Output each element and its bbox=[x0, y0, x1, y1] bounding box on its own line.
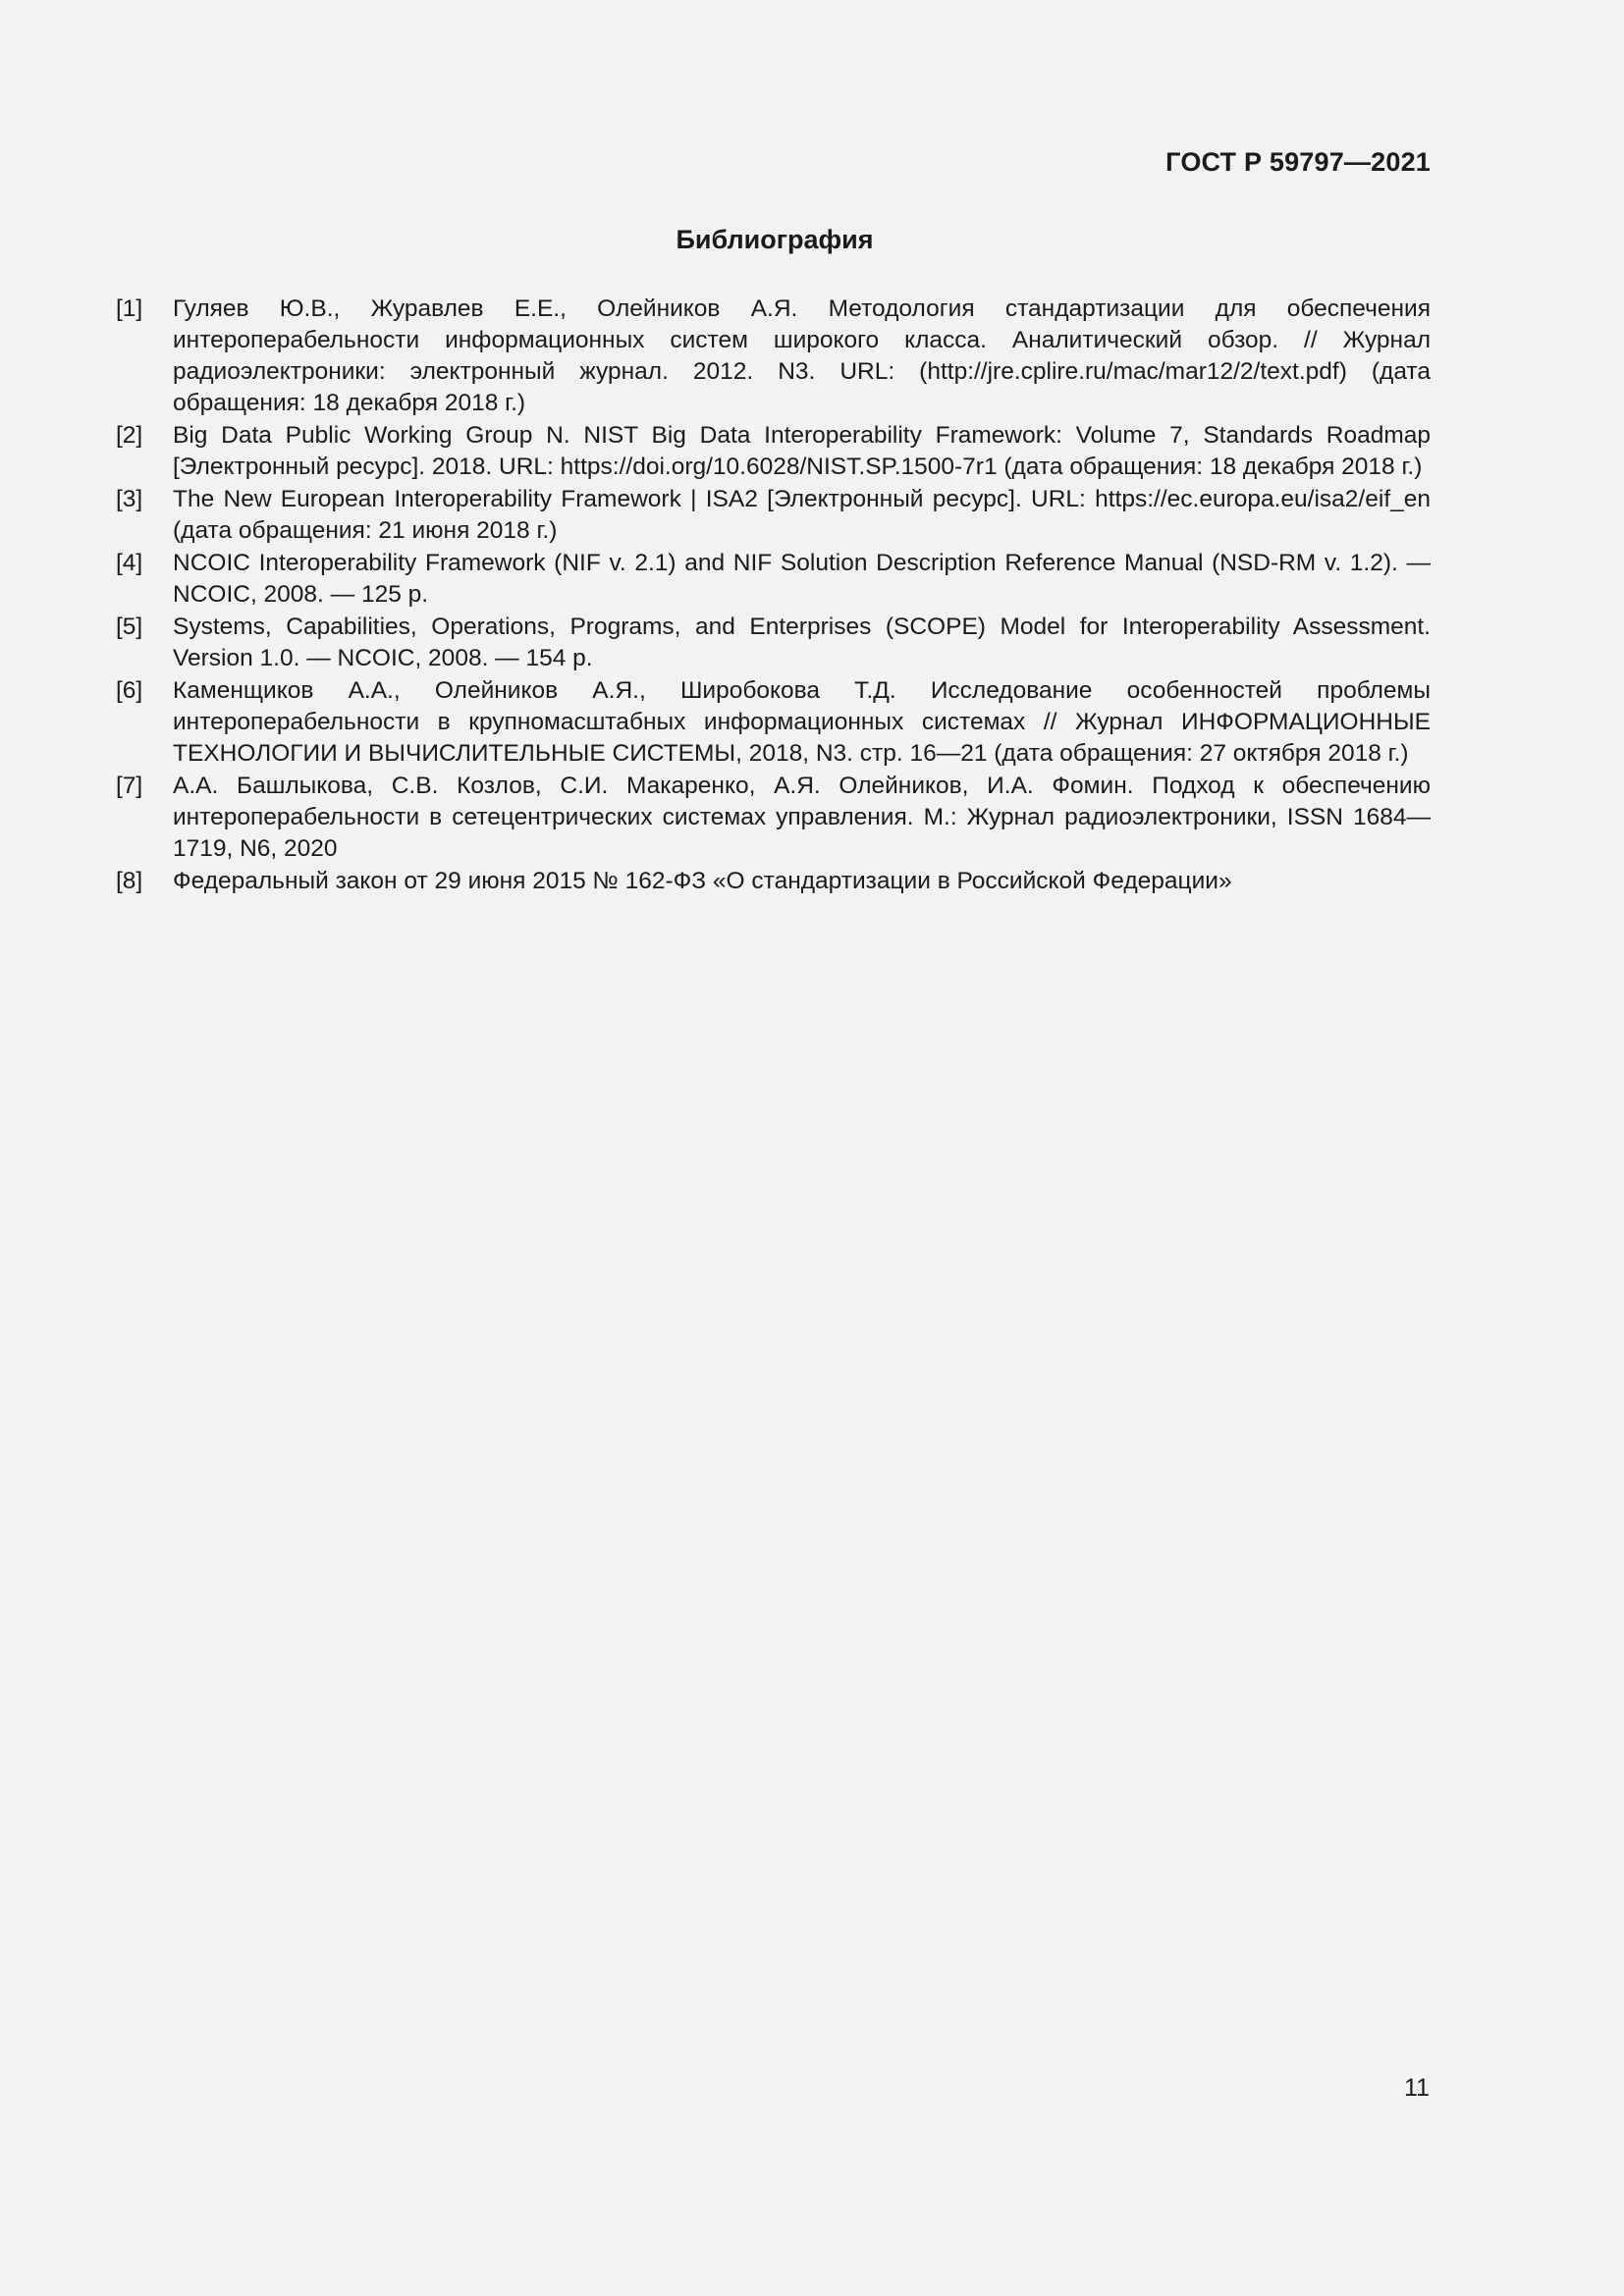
entry-number: [1] bbox=[116, 295, 143, 322]
bibliography-entry bbox=[116, 420, 1431, 483]
entry-text: Systems, Capabilities, Operations, Programs, and Enterprises (SCOPE) Model for Interoperability Assessment. Version 1.0. — NCOIC, 2008. — 154 p. bbox=[173, 614, 1431, 671]
entry-text: NCOIC Interoperability Framework (NIF v. 2.1) and NIF Solution Description Reference Manual (NSD-RM v. 1.2). — NCOIC, 2008. — 125 p. bbox=[173, 550, 1431, 608]
bibliography-entry bbox=[116, 771, 1431, 865]
entry-text: Гуляев Ю.В., Журавлев Е.Е., Олейников А.Я. Методология стандартизации для обеспечения интероперабельности информационных систем широкого класса. Аналитический обзор. // Журнал радиоэлектроники: электронный журнал. 2012. N3. URL: (http://jre.cplire.ru/mac/mar12/2/text.pdf) (дата обращения: 18 декабря 2018 г.) bbox=[173, 295, 1431, 416]
bibliography-entry bbox=[116, 675, 1431, 770]
entry-number: [4] bbox=[116, 550, 143, 576]
entry-text: Big Data Public Working Group N. NIST Big Data Interoperability Framework: Volume 7, Standards Roadmap [Электронный ресурс]. 2018. URL: https://doi.org/10.6028/NIST.SP.1500-7r1 (дата обращения: 18 декабря 2018 г.) bbox=[173, 422, 1431, 480]
document-code: ГОСТ Р 59797—2021 bbox=[1165, 147, 1431, 177]
page-title: Библиография bbox=[676, 225, 874, 254]
page-number: 11 bbox=[1404, 2074, 1430, 2102]
entry-number: [8] bbox=[116, 868, 143, 894]
bibliography-entry bbox=[116, 612, 1431, 674]
bibliography-entry bbox=[116, 548, 1431, 611]
entry-number: [2] bbox=[116, 422, 143, 449]
entry-number: [6] bbox=[116, 677, 143, 704]
entry-number: [5] bbox=[116, 614, 143, 640]
entry-text: Федеральный закон от 29 июня 2015 № 162-ФЗ «О стандартизации в Российской Федерации» bbox=[173, 868, 1232, 894]
bibliography-entry bbox=[116, 484, 1431, 547]
entry-number: [7] bbox=[116, 773, 143, 799]
bibliography-entry bbox=[116, 294, 1431, 419]
bibliography-entry bbox=[116, 866, 1431, 897]
entry-number: [3] bbox=[116, 486, 143, 512]
entry-text: Каменщиков А.А., Олейников А.Я., Широбокова Т.Д. Исследование особенностей проблемы интероперабельности в крупномасштабных информационных системах // Журнал ИНФОРМАЦИОННЫЕ ТЕХНОЛОГИИ И ВЫЧИСЛИТЕЛЬНЫЕ СИСТЕМЫ, 2018, N3. стр. 16—21 (дата обращения: 27 октября 2018 г.) bbox=[173, 677, 1431, 767]
entry-text: The New European Interoperability Framework | ISA2 [Электронный ресурс]. URL: https://ec.europa.eu/isa2/eif_en (дата обращения: 21 июня 2018 г.) bbox=[173, 486, 1431, 544]
bibliography-list bbox=[116, 294, 1431, 898]
entry-text: А.А. Башлыкова, С.В. Козлов, С.И. Макаренко, А.Я. Олейников, И.А. Фомин. Подход к обеспечению интероперабельности в сетецентрических системах управления. М.: Журнал радиоэлектроники, ISSN 1684—1719, N6, 2020 bbox=[173, 773, 1431, 862]
